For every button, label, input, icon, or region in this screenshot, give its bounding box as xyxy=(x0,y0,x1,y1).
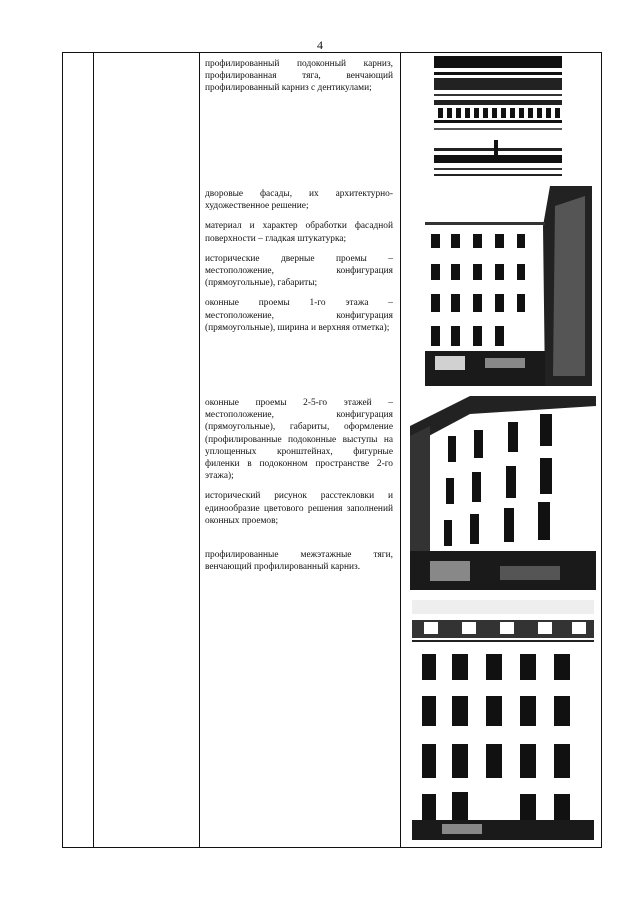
courtyard-text-1: дворовые фасады, их архитектурно-художественное решение; xyxy=(205,189,393,212)
cornice-description xyxy=(205,58,393,95)
upper-floors-text-3: профилированные межэтажные тяги, венчающий профилированный карниз. xyxy=(205,550,393,573)
upper-floors-description xyxy=(205,397,393,573)
courtyard-text-3: исторические дверные проемы – местоположение, конфигурация (прямоугольные), габариты; xyxy=(205,253,393,289)
cornice-text: профилированный подоконный карниз, профилированная тяга, венчающий профилированный карниз с дентикулами; xyxy=(205,59,393,94)
column-divider-2 xyxy=(199,53,200,847)
courtyard-text-4: оконные проемы 1-го этажа – местоположение, конфигурация (прямоугольные), ширина и верхняя отметка); xyxy=(205,298,393,333)
page-number: 4 xyxy=(317,38,323,52)
column-divider-3 xyxy=(400,53,401,847)
table-border-right xyxy=(601,53,602,847)
courtyard-text-2: материал и характер обработки фасадной поверхности – гладкая штукатурка; xyxy=(205,221,393,244)
column-divider-1 xyxy=(93,53,94,847)
courtyard-facade-photo-2 xyxy=(410,396,596,590)
courtyard-facade-photo-1 xyxy=(425,186,592,386)
cornice-detail-photo xyxy=(434,56,562,180)
upper-floors-text-1: оконные проемы 2-5-го этажей – местоположение, конфигурация (прямоугольные), габариты, оформление (профилированные подоконные выступы на уплощенных кронштейнах, фигурные филенки в подоконном пространстве 2-го этажа); xyxy=(205,398,393,482)
courtyard-facade-photo-3 xyxy=(412,600,594,840)
upper-floors-text-2: исторический рисунок расстекловки и единообразие цветового решения заполнений оконных проемов; xyxy=(205,491,393,526)
courtyard-description xyxy=(205,188,393,334)
table-border-left xyxy=(62,53,63,847)
